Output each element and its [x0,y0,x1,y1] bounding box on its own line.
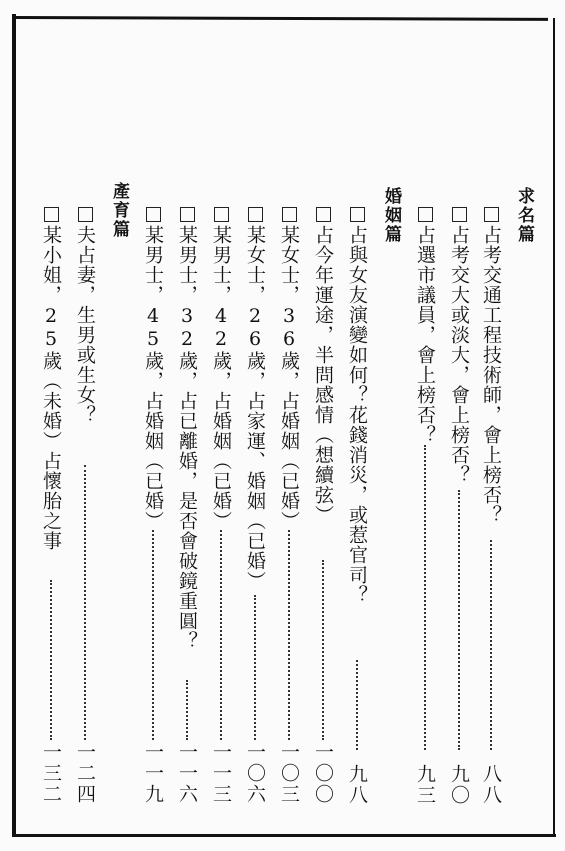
toc-page-number: 九三 [414,764,436,806]
toc-page-number: 一一六 [176,742,198,805]
toc-entry-text: 某女士，26歲，占家運、婚姻（已婚） [244,207,266,591]
dot-leader [220,530,222,740]
checkbox-icon [282,207,297,222]
dot-leader [288,530,290,740]
toc-entry-text: 占選市議員，會上榜否？ [414,207,436,445]
toc-entry-text: 某小姐，25歲（未婚）占懷胎之事 [40,207,62,551]
dot-leader [186,680,188,740]
toc-entry-text: 夫占妻，生男或生女？ [74,207,96,425]
section-heading-text: 婚姻篇 [381,187,401,244]
dot-leader [84,465,86,740]
toc-entry[interactable] [346,0,368,851]
checkbox-icon [452,207,467,222]
toc-page-number: 一三二 [40,742,62,805]
dot-leader [424,445,426,750]
toc-entry-text: 某男士，32歲，占已離婚，是否會破鏡重圓？ [176,207,198,651]
page-border-right [553,18,555,836]
dot-leader [490,540,492,750]
checkbox-icon [214,207,229,222]
checkbox-icon [146,207,161,222]
toc-entry[interactable] [414,0,436,851]
toc-entry[interactable] [480,0,502,851]
section-heading [513,0,535,851]
toc-entry[interactable] [142,0,164,851]
section-heading [108,0,130,851]
toc-page-number: 一〇六 [244,742,266,805]
toc-page-number: 一〇三 [278,742,300,805]
toc-entry[interactable] [40,0,62,851]
dot-leader [322,560,324,740]
toc-entry-text: 占考交通工程技術師，會上榜否？ [480,207,502,525]
checkbox-icon [484,207,499,222]
section-heading-text: 求名篇 [514,187,534,244]
toc-page-number: 一二四 [74,742,96,805]
toc-page-number: 一一三 [210,742,232,805]
section-heading [380,0,402,851]
toc-entry[interactable] [244,0,266,851]
dot-leader [50,580,52,740]
toc-entry[interactable] [176,0,198,851]
checkbox-icon [350,207,365,222]
toc-entry[interactable] [210,0,232,851]
dot-leader [254,595,256,740]
toc-entry-text: 占今年運途，半問感情（想續弦） [312,207,334,525]
toc-entry[interactable] [278,0,300,851]
checkbox-icon [316,207,331,222]
toc-page-number: 八八 [480,764,502,806]
toc-page-number: 一〇〇 [312,742,334,805]
toc-entry-text: 某男士，42歲，占婚姻（已婚） [210,207,232,531]
dot-leader [152,530,154,740]
toc-entry-text: 占與女友演變如何？花錢消災，或惹官司？ [346,207,368,605]
page-border-left [12,14,16,835]
section-heading-text: 產育篇 [109,182,129,239]
checkbox-icon [78,207,93,222]
toc-entry[interactable] [448,0,470,851]
toc-entry-text: 占考交大或淡大，會上榜否？ [448,207,470,485]
checkbox-icon [248,207,263,222]
toc-entry[interactable] [74,0,96,851]
checkbox-icon [44,207,59,222]
toc-entry-text: 某男士，45歲，占婚姻（已婚） [142,207,164,531]
checkbox-icon [180,207,195,222]
dot-leader [356,660,358,750]
dot-leader [458,490,460,750]
toc-entry[interactable] [312,0,334,851]
toc-page-number: 九八 [346,764,368,806]
toc-entry-text: 某女士，36歲，占婚姻（已婚） [278,207,300,531]
toc-page-number: 一一九 [142,742,164,805]
checkbox-icon [418,207,433,222]
toc-page-number: 九〇 [448,764,470,806]
